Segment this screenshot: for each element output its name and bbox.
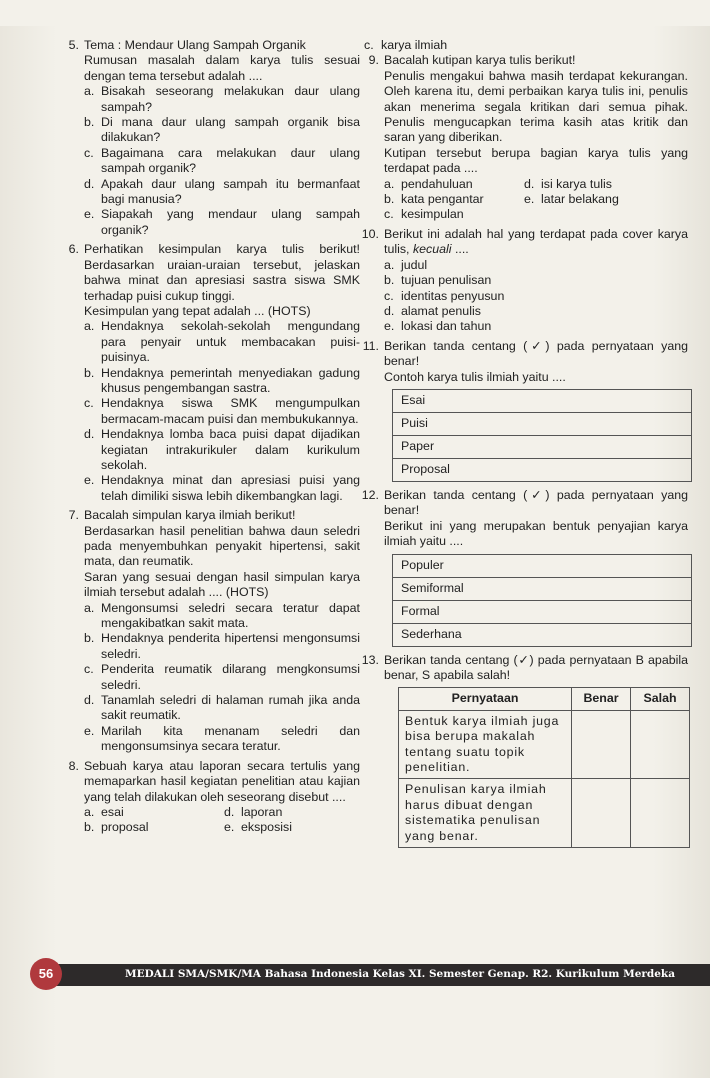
option-d: d. isi karya tulis — [524, 176, 612, 191]
option-a: a. Hendaknya sekolah-sekolah mengundang para penyair untuk membacakan puisi-puisinya. — [84, 319, 360, 365]
table-row — [393, 458, 692, 481]
table-row — [399, 779, 690, 848]
question-6 — [64, 242, 360, 504]
row-label: Puisi — [393, 412, 692, 435]
question-number: 9. — [368, 53, 379, 68]
option-d: d. Apakah daur ulang sampah itu bermanfaat bagi manusia? — [84, 176, 360, 207]
option-c: c. Penderita reumatik dilarang mengkonsumsi seledri. — [84, 662, 360, 692]
question-prompt: Berikut ini yang merupakan bentuk penyajian karya ilmiah yaitu .... — [384, 518, 688, 549]
option-d: d. laporan — [224, 804, 283, 819]
option-e: e. Marilah kita menanam seledri dan mengonsumsinya secara teratur. — [84, 723, 360, 754]
row-label: Semiformal — [393, 577, 692, 600]
option-a: a. esai — [84, 804, 124, 819]
option-b: b. Hendaknya penderita hipertensi mengonsumsi seledri. — [84, 631, 360, 661]
question-number: 10. — [361, 226, 379, 241]
question-prompt: Saran yang sesuai dengan hasil simpulan karya ilmiah tersebut adalah .... (HOTS) — [84, 569, 360, 600]
question-number: 13. — [361, 652, 379, 667]
right-column — [361, 38, 688, 848]
question-9 — [364, 53, 688, 222]
option-b: b. tujuan penulisan — [384, 273, 492, 288]
option-e: e. lokasi dan tahun — [384, 319, 492, 334]
option-e: e. latar belakang — [524, 192, 619, 207]
checkbox-table — [392, 389, 692, 482]
table-row — [393, 389, 692, 412]
option-e: e. Hendaknya minat dan apresiasi puisi yang telah dimiliki siswa lebih dikembangkan lagi. — [84, 473, 360, 503]
row-label: Esai — [393, 389, 692, 412]
page-top-edge — [0, 0, 710, 26]
option-grid — [384, 177, 688, 223]
salah-cell — [631, 710, 690, 779]
option-c: c. karya ilmiah — [364, 38, 448, 52]
option-d: d. Hendaknya lomba baca puisi dapat dijadikan kegiatan intrakurikuler dalam kurikulum sekolah. — [84, 427, 360, 472]
option-c: c. kesimpulan — [384, 207, 464, 222]
table-row — [393, 412, 692, 435]
question-prompt: Kutipan tersebut berupa bagian karya tulis yang terdapat pada .... — [384, 145, 688, 176]
option-c: c. Bagaimana cara melakukan daur ulang sampah organik? — [84, 145, 360, 176]
question-number: 7. — [68, 508, 79, 523]
question-stem: Berikan tanda centang (✓) pada pernyataan B apabila benar, S apabila salah! — [384, 652, 688, 682]
option-grid — [84, 805, 360, 836]
question-10 — [361, 226, 688, 335]
question-number: 8. — [68, 758, 79, 773]
table-row — [393, 435, 692, 458]
question-passage: Berdasarkan hasil penelitian bahwa daun seledri pada menyembuhkan penyakit hipertensi, sakit mata, dan reumatik. — [84, 523, 360, 569]
option-e: e. eksposisi — [224, 820, 292, 835]
question-stem: Tema : Mendaur Ulang Sampah Organik — [84, 38, 306, 52]
table-header-row — [399, 688, 690, 710]
option-a: a. Bisakah seseorang melakukan daur ulang sampah? — [84, 84, 360, 114]
row-label: Formal — [393, 600, 692, 623]
question-stem: Berikan tanda centang (✓) pada pernyataan yang benar! — [384, 487, 688, 518]
option-b: b. Hendaknya pemerintah menyediakan gadung khusus pengembangan sastra. — [84, 365, 360, 395]
question-number: 11. — [362, 338, 379, 353]
table-row — [393, 600, 692, 623]
option-e: e. Siapakah yang mendaur ulang sampah organik? — [84, 207, 360, 237]
row-label: Populer — [393, 554, 692, 577]
column-header: Pernyataan — [399, 688, 572, 710]
question-number: 12. — [361, 487, 379, 502]
page-footer — [30, 958, 710, 990]
question-stem: Bacalah simpulan karya ilmiah berikut! — [84, 508, 296, 523]
question-intro: Rumusan masalah dalam karya tulis sesuai dengan tema tersebut adalah .... — [84, 53, 360, 83]
option-c: c. Hendaknya siswa SMK mengumpulkan bermacam-macam puisi dan membukukannya. — [84, 396, 360, 426]
question-number: 6. — [68, 242, 79, 257]
table-row — [393, 623, 692, 646]
table-row — [393, 554, 692, 577]
footer-text: MEDALI SMA/SMK/MA Bahasa Indonesia Kelas XI. Semester Genap. R2. Kurikulum Merdeka — [125, 968, 676, 980]
table-row — [393, 577, 692, 600]
question-7 — [64, 508, 360, 755]
question-stem: Berikut ini adalah hal yang terdapat pada cover karya tulis, kecuali .... — [384, 226, 688, 257]
column-header: Salah — [631, 688, 690, 710]
option-b: b. Di mana daur ulang sampah organik bisa dilakukan? — [84, 115, 360, 145]
table-row — [399, 710, 690, 779]
question-number: 5. — [68, 38, 79, 52]
question-stem: Sebuah karya atau laporan secara tertulis yang memaparkan hasil kegiatan penelitian atau kajian yang telah dilakukan oleh seseorang disebut .... — [84, 758, 360, 804]
question-5 — [64, 38, 360, 238]
statement-cell: Penulisan karya ilmiah harus dibuat dengan sistematika penulisan yang benar. — [399, 779, 572, 848]
page-number-badge: 56 — [30, 958, 62, 990]
left-column — [64, 38, 360, 840]
row-label: Paper — [393, 435, 692, 458]
question-stem: Perhatikan kesimpulan karya tulis berikut! Berdasarkan uraian-uraian tersebut, jelaskan bahwa minat dan apresiasi sastra siswa SMK terhadap puisi cukup tinggi. — [84, 242, 360, 303]
benar-cell — [572, 710, 631, 779]
salah-cell — [631, 779, 690, 848]
option-b: b. proposal — [84, 820, 149, 835]
question-prompt: Contoh karya tulis ilmiah yaitu .... — [384, 369, 566, 384]
question-prompt: Kesimpulan yang tepat adalah ... (HOTS) — [84, 303, 311, 318]
question-stem: Bacalah kutipan karya tulis berikut! — [384, 53, 576, 68]
true-false-table — [398, 687, 690, 848]
question-13 — [361, 652, 688, 684]
column-header: Benar — [572, 688, 631, 710]
question-passage: Penulis mengakui bahwa masih terdapat kekurangan. Oleh karena itu, demi perbaikan karya tulis ini, penulis akan menerima segala kritikan dari semua pihak. Penulis mengucapkan terima kasih atas kritik dan saran yang diberikan. — [384, 68, 688, 145]
option-c: c. identitas penyusun — [384, 288, 505, 303]
benar-cell — [572, 779, 631, 848]
option-d: d. alamat penulis — [384, 303, 481, 318]
question-8 — [64, 759, 360, 836]
question-12 — [361, 487, 688, 550]
row-label: Sederhana — [393, 623, 692, 646]
option-a: a. pendahuluan — [384, 176, 473, 191]
question-11 — [364, 339, 688, 385]
option-b: b. kata pengantar — [384, 192, 484, 207]
statement-cell: Bentuk karya ilmiah juga bisa berupa makalah tentang suatu topik penelitian. — [399, 710, 572, 779]
option-a: a. Mengonsumsi seledri secara teratur dapat mengakibatkan sakit mata. — [84, 600, 360, 631]
option-d: d. Tanamlah seledri di halaman rumah jika anda sakit reumatik. — [84, 693, 360, 723]
option-a: a. judul — [384, 257, 428, 272]
question-stem: Berikan tanda centang (✓) pada pernyataan yang benar! — [384, 338, 688, 369]
row-label: Proposal — [393, 458, 692, 481]
checkbox-table — [392, 554, 692, 647]
